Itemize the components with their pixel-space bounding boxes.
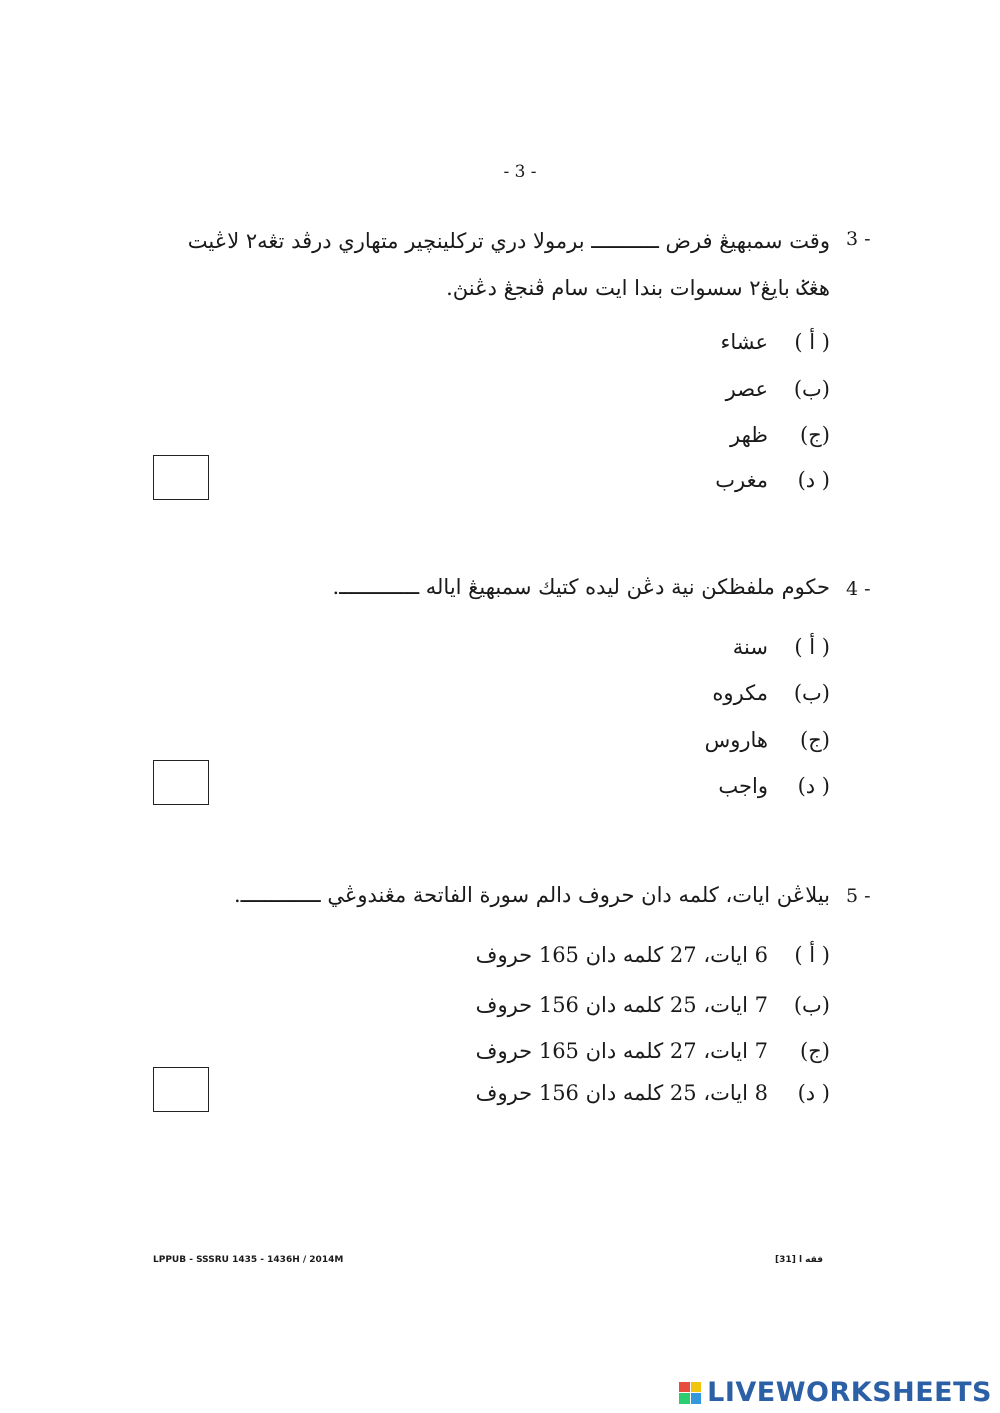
option-letter: ( د) [797, 774, 830, 798]
option-a[interactable] [476, 938, 830, 972]
question-number: 4 - [846, 578, 871, 600]
option-b[interactable] [712, 676, 830, 710]
option-text: ظهر [730, 423, 768, 447]
option-d[interactable] [715, 463, 830, 497]
option-letter: (ب) [793, 681, 830, 705]
option-b[interactable] [476, 988, 830, 1022]
watermark-text: LIVEWORKSHEETS [707, 1377, 992, 1408]
option-text: عصر [725, 377, 768, 401]
option-c[interactable] [730, 418, 830, 452]
option-letter: (ب) [793, 993, 830, 1017]
option-text: هاروس [704, 728, 768, 752]
footer-code: LPPUB - SSSRU 1435 - 1436H / 2014M [153, 1255, 344, 1265]
option-a[interactable] [733, 630, 830, 664]
question-stem: حكوم ملفظكن نية دڠن ليده كتيك سمبهيڠ اياله ـــــــــــــ. [332, 575, 830, 599]
option-text: 8 ايات، 25 كلمه دان 156 حروف [475, 1081, 768, 1105]
option-c[interactable] [705, 723, 830, 757]
option-letter: (ب) [793, 377, 830, 401]
option-letter: ( د) [797, 468, 830, 492]
option-d[interactable] [476, 1076, 830, 1110]
option-c[interactable] [476, 1034, 830, 1068]
option-text: 7 ايات، 27 كلمه دان 165 حروف [475, 1039, 768, 1063]
page-number: - 3 - [503, 162, 537, 182]
option-letter: ( أ ) [794, 635, 830, 659]
question-stem: بيلاڠن ايات، كلمه دان حروف دالم سورة الفاتحة مڠندوڠي ـــــــــــــ. [234, 883, 830, 907]
option-letter: (ج) [800, 423, 830, 447]
option-letter: ( أ ) [794, 943, 830, 967]
option-letter: ( أ ) [794, 330, 830, 354]
option-b[interactable] [726, 372, 830, 406]
option-d[interactable] [718, 769, 830, 803]
liveworksheets-watermark[interactable] [679, 1377, 992, 1408]
option-text: 7 ايات، 25 كلمه دان 156 حروف [475, 993, 768, 1017]
option-text: سنة [732, 635, 768, 659]
answer-box[interactable] [153, 760, 209, 805]
question-number: 3 - [846, 228, 871, 250]
option-a[interactable] [720, 325, 830, 359]
question-stem: وقت سمبهيڠ فرض ـــــــــــ برمولا دري تركلينچير متهاري درڤد تڠه٢ لاڠيت هڠݢ بايڠ٢ سسوات بندا ايت سام ڤنجڠ دڠنڽ. [187, 229, 830, 300]
option-text: مكروه [712, 681, 768, 705]
option-text: عشاء [720, 330, 768, 354]
option-text: مغرب [715, 468, 768, 492]
footer-subject: فقه ا [31] [775, 1255, 823, 1265]
option-text: 6 ايات، 27 كلمه دان 165 حروف [475, 943, 768, 967]
option-letter: ( د) [797, 1081, 830, 1105]
option-letter: (ج) [800, 1039, 830, 1063]
answer-box[interactable] [153, 1067, 209, 1112]
question-number: 5 - [846, 885, 871, 907]
option-letter: (ج) [800, 728, 830, 752]
liveworksheets-logo-icon [679, 1382, 701, 1404]
option-text: واجب [718, 774, 768, 798]
answer-box[interactable] [153, 455, 209, 500]
